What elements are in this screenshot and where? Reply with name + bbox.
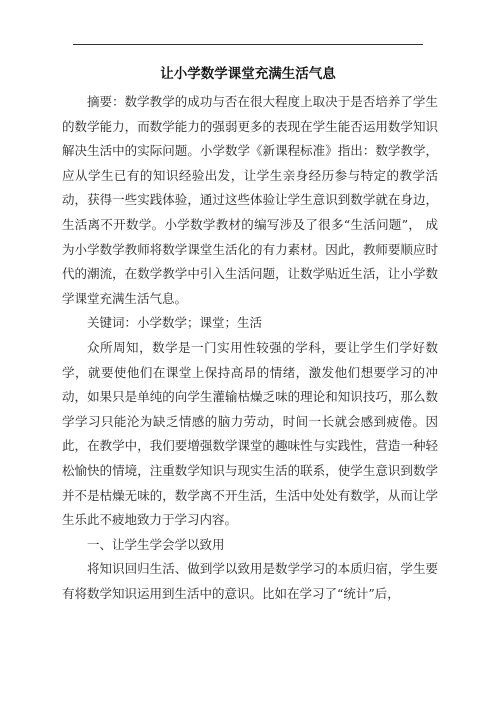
keywords-text: 小学数学；课堂；生活 (137, 315, 263, 331)
abstract-text: 数学教学的成功与否在很大程度上取决于是否培养了学生的数学能力，而数学能力的强弱更多的表现在学生能否运用数学知识解决生活中的实际问题。小学数学《新课程标准》指出：数学教学，应从学生已有的知识经验出发，让学生亲身经历参与特定的教学活动，获得一些实践体验，通过这些体验让学生意识到数学就在身边，生活离不开数学。小学数学教材的编写涉及了很多“生活问题”， 成为小学数学教师将数学课堂生活化的有力素材。因此，教师要顺应时代的潮流，在数学教学中引入生活问题，让数学贴近生活，让小学数学课堂充满生活气息。 (62, 94, 438, 306)
keywords-paragraph (62, 311, 438, 336)
section-1-heading: 一、让学生学会学以致用 (87, 536, 225, 552)
abstract-paragraph (62, 90, 438, 311)
page-title: 让小学数学课堂充满生活气息 (160, 66, 336, 82)
section-1-paragraph: 将知识回归生活、做到学以致用是数学学习的本质归宿，学生要有将数学知识运用到生活中的意识。比如在学习了“统计”后， (62, 561, 438, 601)
document-body (62, 90, 438, 606)
abstract-label: 摘要： (87, 94, 125, 109)
keywords-label: 关键词： (87, 315, 138, 331)
intro-paragraph: 众所周知，数学是一门实用性较强的学科，要让学生们学好数学，就要使他们在课堂上保持高昂的情绪，激发他们想要学习的冲动，如果只是单纯的向学生灌输枯燥乏味的理论和知识技巧，那么数学学习只能沦为缺乏情感的脑力劳动，时间一长就会感到疲倦。因此，在教学中，我们要增强数学课堂的趣味性与实践性，营造一种轻松愉快的情境，注重数学知识与现实生活的联系，使学生意识到数学并不是枯燥无味的，数学离不开生活，生活中处处有数学，从而让学生乐此不疲地致力于学习内容。 (62, 339, 438, 528)
header-rule (73, 44, 423, 45)
